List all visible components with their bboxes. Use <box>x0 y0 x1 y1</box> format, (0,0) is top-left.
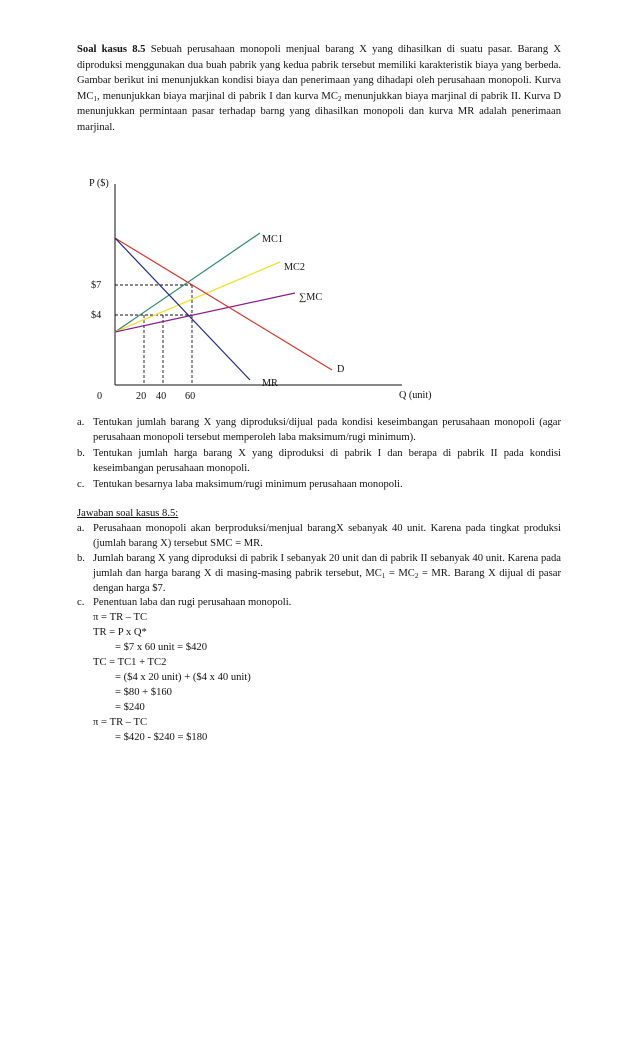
monopoly-cost-chart <box>77 170 457 410</box>
x-tick-label: 20 <box>136 391 147 402</box>
answer-section <box>77 507 561 746</box>
calc-line: = ($4 x 20 unit) + ($4 x 40 unit) <box>115 671 251 683</box>
calc-line: π = TR – TC <box>93 612 148 624</box>
calc-line: TR = P x Q* <box>93 627 147 639</box>
question-c: c. Tentukan besarnya laba maksimum/rugi minimum perusahaan monopoli. <box>77 478 403 490</box>
mc2-line <box>115 262 280 332</box>
smc-label: ∑MC <box>299 292 323 303</box>
chart-svg <box>77 170 457 410</box>
calc-line: = $420 - $240 = $180 <box>115 731 208 743</box>
x-tick-label: 40 <box>156 391 167 402</box>
question-a: a. Tentukan jumlah barang X yang diproduksi/dijual pada kondisi keseimbangan perusahaan monopoli (agar perusahaan monopoli tersebut memperoleh laba maksimum/rugi minimum). <box>77 417 561 444</box>
calc-line: = $240 <box>115 701 145 713</box>
mc1-label: MC1 <box>262 234 283 245</box>
calc-line: TC = TC1 + TC2 <box>93 657 167 669</box>
smc-line <box>115 293 295 332</box>
x-axis-label: Q (unit) <box>399 390 432 401</box>
profit-calculation <box>77 611 561 745</box>
mc2-label: MC2 <box>284 262 305 273</box>
problem-title: Soal kasus 8.5 <box>77 44 146 55</box>
calc-line: = $80 + $160 <box>115 686 172 698</box>
y-axis-label: P ($) <box>89 178 109 189</box>
mr-line <box>115 238 250 380</box>
x-tick-label: 60 <box>185 391 196 402</box>
answer-a: a. Perusahaan monopoli akan berproduksi/menjual barangX sebanyak 40 unit. Karena pada tingkat produksi (jumlah barang X) tersebut SMC = MR. <box>77 522 561 549</box>
answer-b: b. Jumlah barang X yang diproduksi di pabrik I sebanyak 20 unit dan di pabrik II sebanyak 40 unit. Karena pada jumlah dan harga barang X di masing-masing pabrik tersebut, $MC_1 = MC_2$ = MR. Barang X dijual di pasar dengan harga $7. <box>77 552 561 594</box>
y-tick-label: $4 <box>91 310 102 321</box>
demand-label: D <box>337 364 345 375</box>
x-tick-label: 0 <box>97 391 103 402</box>
answer-c: c. Penentuan laba dan rugi perusahaan monopoli. <box>77 597 292 609</box>
answer-title: Jawaban soal kasus 8.5: <box>77 508 179 519</box>
mr-label: MR <box>262 378 278 389</box>
y-tick-label: $7 <box>91 280 102 291</box>
calc-line: π = TR – TC <box>93 716 148 728</box>
intro-paragraph: Soal kasus 8.5 Sebuah perusahaan monopoli menjual barang X yang dihasilkan di suatu pasar. Barang X diproduksi menggunakan dua buah pabrik yang kedua pabrik tersebut memiliki karakteristik biaya yang berbeda. Gambar berikut ini menunjukkan kondisi biaya dan penerimaan yang dihadapi oleh perusahaan monopoli. Kurva $MC_1$, menunjukkan biaya marjinal di pabrik I dan kurva $MC_2$ menunjukkan biaya marjinal di pabrik II. Kurva D menunjukkan permintaan pasar terhadap barng yang dihasilkan monopoli dan kurva MR adalah penerimaan marjinal. <box>77 44 562 133</box>
problem-statement <box>77 42 561 136</box>
question-list <box>77 415 561 492</box>
question-b: b. Tentukan jumlah harga barang X yang diproduksi di pabrik I dan berapa di pabrik II pada kondisi keseimbangan perusahaan monopoli. <box>77 447 561 475</box>
calc-line: = $7 x 60 unit = $420 <box>115 642 207 654</box>
